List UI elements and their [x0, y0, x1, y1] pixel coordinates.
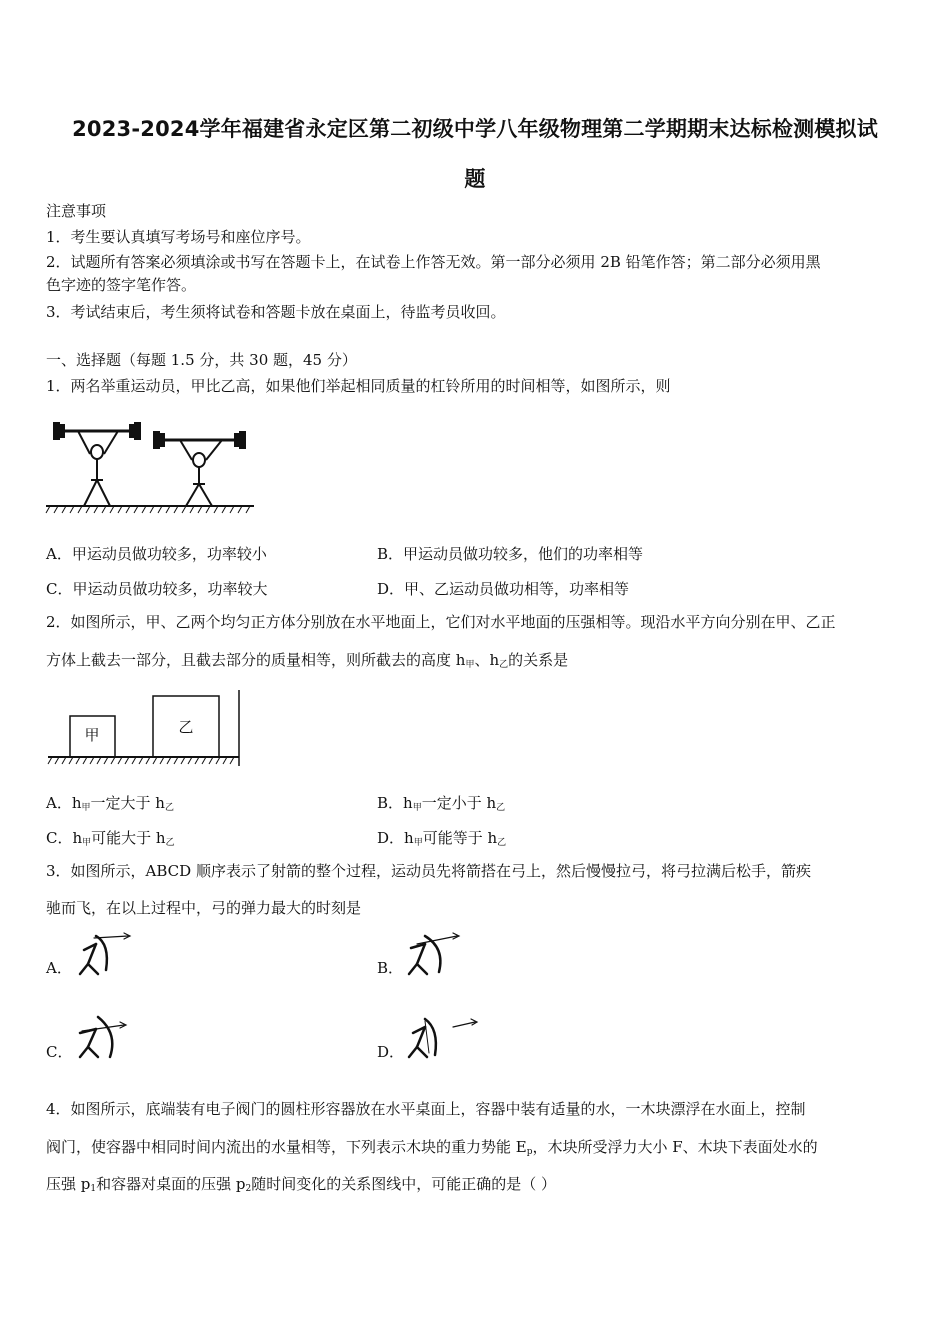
q3-stem-line2: 驰而飞，在以上过程中，弓的弹力最大的时刻是 — [46, 899, 362, 917]
q1-weightlifters-figure — [46, 418, 256, 514]
q3-stem-line1: 3．如图所示，ABCD 顺序表示了射箭的整个过程，运动员先将箭搭在弓上，然后慢慢拉弓，将弓拉满后松手，箭疾 — [46, 862, 811, 880]
cube-jia-label: 甲 — [84, 726, 100, 744]
q3-archer-b-icon — [403, 930, 465, 978]
cube-yi-label: 乙 — [178, 718, 194, 736]
q2-stem-line1: 2．如图所示，甲、乙两个均匀正方体分别放在水平地面上，它们对水平地面的压强相等。现沿水平方向分别在甲、乙正 — [46, 613, 836, 631]
page-title-line1: 2023-2024学年福建省永定区第二初级中学八年级物理第二学期期末达标检测模拟试 — [72, 117, 878, 141]
notice-heading: 注意事项 — [46, 202, 107, 220]
q4-line2: 阀门，使容器中相同时间内流出的水量相等，下列表示木块的重力势能 $E_p$，木块所受浮力大小 F、木块下表面处水的 — [46, 1138, 818, 1157]
q2-option-b[interactable]: B．$h_甲$一定小于 $h_乙$ — [377, 794, 506, 813]
q1-option-a[interactable]: A．甲运动员做功较多，功率较小 — [46, 545, 267, 563]
q2-option-a[interactable]: A．$h_甲$一定大于 $h_乙$ — [46, 794, 174, 813]
q3-archer-c-icon — [74, 1013, 136, 1061]
q1-option-b[interactable]: B．甲运动员做功较多，他们的功率相等 — [377, 545, 644, 563]
q3-archer-d-icon — [403, 1013, 483, 1061]
q3-archer-a-icon — [74, 930, 136, 978]
ground-hatch — [46, 506, 250, 513]
q3-option-c[interactable]: C． — [46, 1043, 73, 1061]
notice-item-2: 2．试题所有答案必须填涂或书写在答题卡上，在试卷上作答无效。第一部分必须用 2B 铅笔作答；第二部分必须用黑 — [46, 253, 821, 271]
q3-option-b[interactable]: B． — [377, 959, 404, 977]
lifter-jia — [54, 423, 140, 506]
q3-option-a[interactable]: A． — [46, 959, 72, 977]
page-title-line2: 题 — [464, 167, 486, 191]
q3-option-d[interactable]: D． — [377, 1043, 405, 1061]
q1-stem: 1．两名举重运动员，甲比乙高，如果他们举起相同质量的杠铃所用的时间相等，如图所示，则 — [46, 377, 671, 395]
notice-item-2-cont: 色字迹的签字笔作答。 — [46, 276, 197, 294]
q4-line1: 4．如图所示，底端装有电子阀门的圆柱形容器放在水平桌面上，容器中装有适量的水，一木块漂浮在水面上，控制 — [46, 1100, 806, 1118]
q2-cubes-figure — [46, 690, 246, 770]
q1-option-c[interactable]: C．甲运动员做功较多，功率较大 — [46, 580, 268, 598]
q2-option-d[interactable]: D．$h_甲$可能等于 $h_乙$ — [377, 829, 507, 848]
section-heading: 一、选择题（每题 1.5 分，共 30 题，45 分） — [46, 351, 357, 369]
notice-item-1: 1．考生要认真填写考场号和座位序号。 — [46, 228, 311, 246]
q4-line3: 压强 $p_1$和容器对桌面的压强 $p_2$随时间变化的关系图线中，可能正确的是（ ） — [46, 1175, 556, 1194]
ground-hatch — [48, 757, 234, 764]
lifter-yi — [154, 432, 245, 506]
q1-option-d[interactable]: D．甲、乙运动员做功相等，功率相等 — [377, 580, 630, 598]
q2-stem-line2: 方体上截去一部分，且截去部分的质量相等，则所截去的高度 $h_甲$、$h_乙$的关系是 — [46, 651, 569, 670]
q2-option-c[interactable]: C．$h_甲$可能大于 $h_乙$ — [46, 829, 175, 848]
notice-item-3: 3．考试结束后，考生须将试卷和答题卡放在桌面上，待监考员收回。 — [46, 303, 506, 321]
